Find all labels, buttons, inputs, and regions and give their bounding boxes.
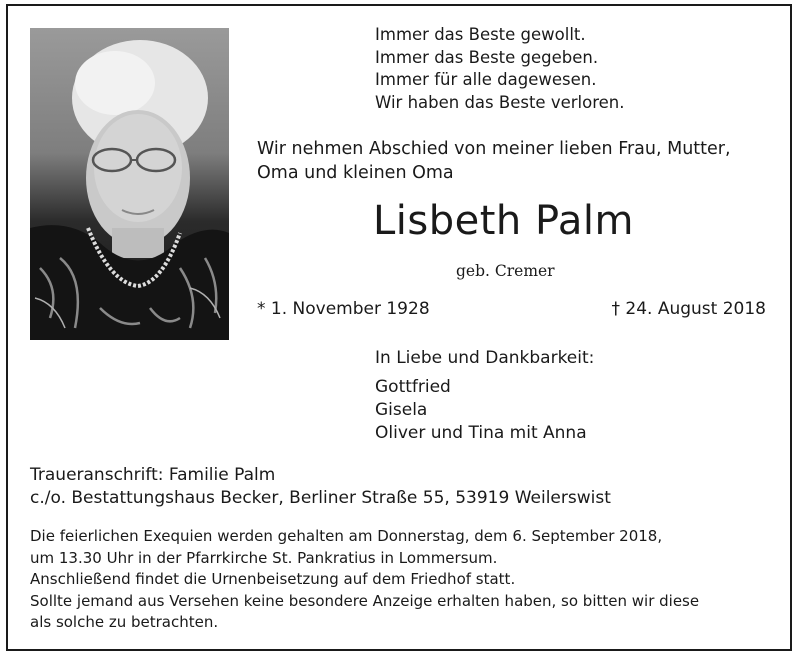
intro-line: Wir nehmen Abschied von meiner lieben Frau, Mutter, (257, 139, 731, 159)
birth-date: * 1. November 1928 (257, 299, 430, 319)
maiden-name: geb. Cremer (456, 262, 555, 280)
funeral-information (30, 526, 699, 634)
info-line: Sollte jemand aus Versehen keine besondere Anzeige erhalten haben, so bitten wir diese (30, 591, 700, 610)
farewell-intro (257, 137, 731, 185)
verse-line: Wir haben das Beste verloren. (375, 92, 625, 112)
intro-line: Oma und kleinen Oma (257, 163, 454, 183)
mourner: Gottfried (375, 377, 451, 397)
verse-line: Immer das Beste gegeben. (375, 47, 599, 67)
mourners-list (375, 376, 587, 445)
obituary-notice (6, 4, 792, 651)
portrait-photo (30, 28, 229, 340)
info-line: Die feierlichen Exequien werden gehalten am Donnerstag, dem 6. September 2018, (30, 527, 663, 545)
verse-line: Immer das Beste gewollt. (375, 25, 586, 44)
thanks-heading: In Liebe und Dankbarkeit: (375, 348, 595, 368)
deceased-name: Lisbeth Palm (373, 198, 634, 244)
verse-line: Immer für alle dagewesen. (375, 70, 597, 89)
address-line: c./o. Bestattungshaus Becker, Berliner Straße 55, 53919 Weilerswist (30, 488, 611, 508)
verse (375, 24, 624, 114)
mourning-address (30, 464, 611, 510)
address-line: Traueranschrift: Familie Palm (30, 465, 276, 485)
mourner: Gisela (375, 400, 428, 420)
death-date: † 24. August 2018 (611, 299, 766, 319)
info-line: um 13.30 Uhr in der Pfarrkirche St. Pankratius in Lommersum. (30, 548, 498, 567)
mourner: Oliver und Tina mit Anna (375, 423, 587, 443)
info-line: als solche zu betrachten. (30, 613, 219, 631)
info-line: Anschließend findet die Urnenbeisetzung auf dem Friedhof statt. (30, 570, 516, 588)
